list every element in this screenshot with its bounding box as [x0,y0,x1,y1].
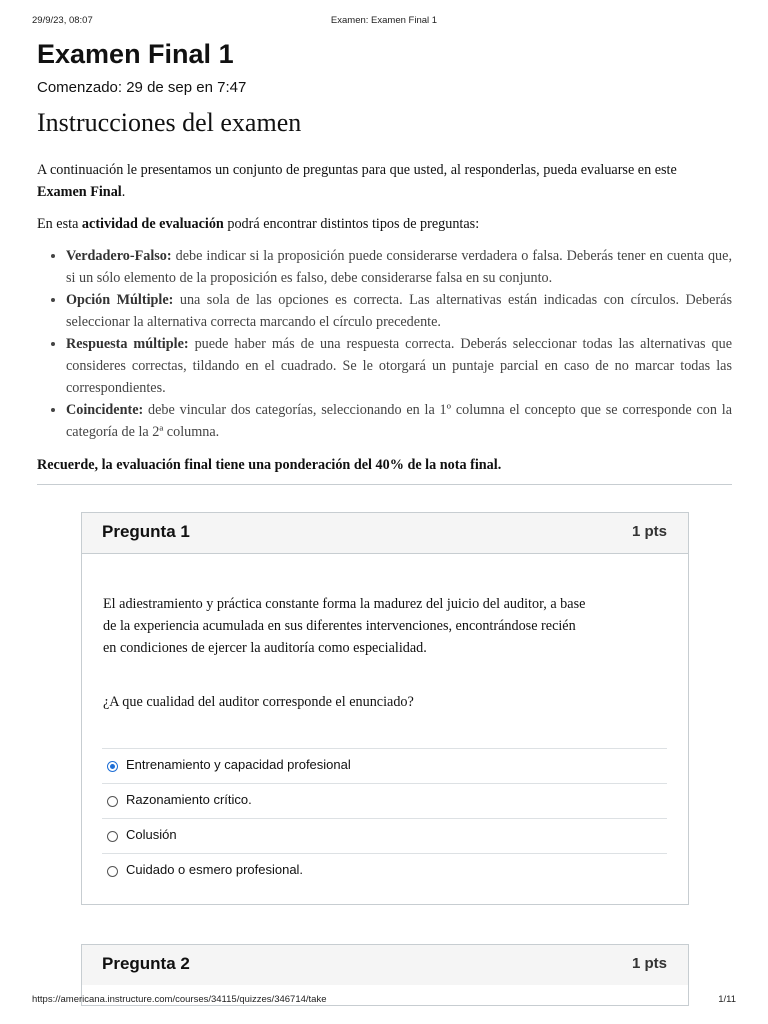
grading-reminder: Recuerde, la evaluación final tiene una ponderación del 40% de la nota final. [37,457,502,473]
page-count: 1/11 [718,994,736,1005]
type-term: Opción Múltiple: [66,292,174,308]
answer-label[interactable]: Cuidado o esmero profesional. [126,862,304,877]
type-desc: puede haber más de una respuesta correcta. Deberás seleccionar todas las alternativas que consideres correctas, tildando en el cuadrado. Se le otorgará un puntaje parcial en caso de no marcar todas las correspondientes. [66,336,732,396]
page-title: Examen Final 1 [37,39,234,69]
page-url: https://americana.instructure.com/courses/34115/quizzes/346714/take [32,994,327,1005]
type-desc: debe vincular dos categorías, seleccionando en la 1º columna el concepto que se corresponde con la categoría de la 2ª columna. [66,402,732,440]
instructions-types-intro [37,213,732,235]
intro-bold: Examen Final [37,184,122,200]
radio-button[interactable] [107,866,118,877]
list-item [66,399,732,443]
print-date: 29/9/23, 08:07 [32,15,93,26]
answer-label[interactable]: Colusión [126,827,177,842]
instructions-heading: Instrucciones del examen [37,108,302,137]
answer-option[interactable] [102,748,667,783]
answer-option[interactable] [102,783,667,818]
quiz-content [37,36,732,476]
question-points: 1 pts [631,955,667,972]
list-item [66,333,732,399]
type-term: Verdadero-Falso: [66,248,172,264]
question-name: Pregunta 1 [102,522,190,541]
question-header [82,945,688,985]
question-prompt: ¿A que cualidad del auditor corresponde el enunciado? [103,694,414,710]
intro-text: A continuación le presentamos un conjunto de preguntas para que usted, al responderlas, pueda evaluarse en este [37,162,677,178]
answer-label[interactable]: Entrenamiento y capacidad profesional [126,757,351,772]
instructions-intro [37,159,717,203]
types-intro-text: En esta [37,216,82,232]
list-item [66,245,732,289]
answer-label[interactable]: Razonamiento crítico. [126,792,252,807]
question-types-list [37,245,732,443]
types-intro-end: podrá encontrar distintos tipos de preguntas: [223,216,480,232]
radio-button-selected[interactable] [107,761,118,772]
print-header [32,15,736,29]
question-name: Pregunta 2 [102,954,190,973]
radio-button[interactable] [107,796,118,807]
list-item [66,289,732,333]
type-desc: una sola de las opciones es correcta. Las alternativas están indicadas con círculos. Deberás seleccionar la alternativa correcta marcando el círculo precedente. [66,292,732,330]
print-footer [32,994,736,1008]
question-text: El adiestramiento y práctica constante forma la madurez del juicio del auditor, a base de la experiencia acumulada en sus diferentes intervenciones, encontrándose recién en condiciones de ejercer la auditoría como especialidad. [103,596,586,656]
type-term: Respuesta múltiple: [66,336,189,352]
type-term: Coincidente: [66,402,144,418]
answer-option[interactable] [102,853,667,888]
question-card [81,512,689,905]
answer-option[interactable] [102,818,667,853]
type-desc: debe indicar si la proposición puede considerarse verdadera o falsa. Deberás tener en cuenta que, si un sólo elemento de la proposición es falso, debe considerarse falsa en su conjunto. [66,248,732,286]
divider [37,484,732,485]
radio-button[interactable] [107,831,118,842]
types-intro-bold: actividad de evaluación [81,216,224,232]
intro-end: . [121,184,126,200]
question-header [82,513,688,554]
print-page-title: Examen: Examen Final 1 [330,15,438,26]
question-points: 1 pts [631,523,667,540]
answer-list [102,748,667,888]
started-timestamp: Comenzado: 29 de sep en 7:47 [37,79,247,96]
